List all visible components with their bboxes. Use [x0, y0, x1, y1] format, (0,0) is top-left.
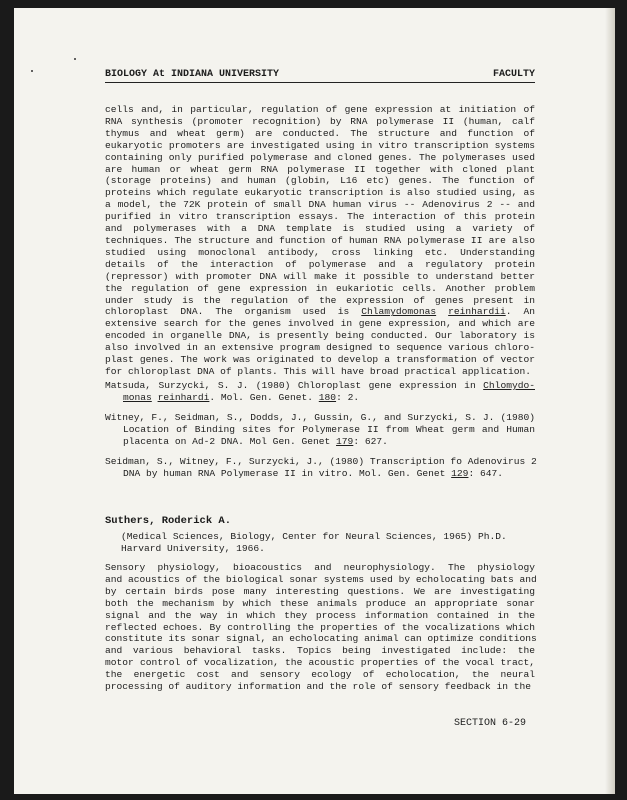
- text-line: purified in vitro transcription essays. The interaction of this protein: [105, 211, 535, 223]
- text-line: Witney, F., Seidman, S., Dodds, J., Gussin, G., and Surzycki, S. J. (1980): [105, 412, 535, 423]
- text-line: are human or wheat germ RNA polymerase II together with cloned plant: [105, 163, 535, 175]
- text-line: by certain birds pose many interesting questions. We are investigating: [105, 585, 535, 597]
- text-line: techniques. The structure and function of human RNA polymerase II are also: [105, 234, 535, 246]
- faculty-name: Suthers, Roderick A.: [105, 515, 232, 527]
- underlined-text: reinhardii: [448, 306, 506, 318]
- text-line: thymus and wheat germ) are conducted. The structure and function of: [105, 127, 535, 139]
- text-line: (storage proteins) and human (globin, L16 etc) genes. The function of: [105, 175, 535, 187]
- text-line: constitute its sonar signal, an echolocating animal can optimize conditions: [105, 633, 537, 645]
- text-line: the regulation of gene expression in eukariotic cells. Another problem: [105, 282, 535, 294]
- research-paragraph-suthers: [105, 562, 535, 693]
- text-line: placenta on Ad-2 DNA. Mol Gen. Genet 179: 627.: [123, 435, 388, 447]
- speck: [31, 70, 33, 72]
- text-line: for chloroplast DNA of plants. This will have broad practical application.: [105, 365, 532, 377]
- reference-3: [105, 456, 535, 480]
- text-line: containing only purified polymerase and cloned genes. The polymerases used: [105, 151, 535, 163]
- section-number: SECTION 6-29: [454, 718, 527, 729]
- text-line: processing of auditory information and the role of sensory feedback in the: [105, 681, 532, 693]
- text-line: Location of Binding sites for Polymerase II from Wheat germ and Human: [123, 423, 535, 435]
- text-line: plast genes. The work was originated to develop a transformation of vector: [105, 354, 535, 366]
- underlined-text: reinhardi: [157, 391, 210, 403]
- underlined-text: Chlomydo-: [483, 380, 535, 391]
- document-page: [14, 8, 615, 794]
- faculty-affiliation: [121, 531, 507, 555]
- text-line: cells and, in particular, regulation of gene expression at initiation of: [105, 104, 535, 115]
- underlined-text: 180: [318, 391, 337, 403]
- text-line: Sensory physiology, bioacoustics and neurophysiology. The physiology: [105, 562, 535, 573]
- underlined-text: 129: [451, 467, 469, 479]
- text-line: reflected echoes. By controlling the properties of the vocalizations which: [105, 621, 535, 633]
- text-line: motor control of vocalization, the acoustic properties of the vocal tract,: [105, 657, 535, 669]
- text-line: signal and the way in which they process information contained in the: [105, 609, 535, 621]
- header-right: FACULTY: [492, 69, 535, 80]
- reference-2: [105, 412, 535, 448]
- text-line: DNA by human RNA Polymerase II in vitro. Mol. Gen. Genet 129: 647.: [123, 467, 503, 479]
- text-line: proteins which regulate eukaryotic transcription is also studied using, as: [105, 187, 535, 199]
- underlined-text: Chlamydomonas: [361, 306, 437, 318]
- text-line: Seidman, S., Witney, F., Surzycki, J., (1980) Transcription fo Adenovirus 2: [105, 456, 537, 467]
- text-line: eukaryotic promoters are investigated using in vitro transcription systems: [105, 139, 535, 151]
- text-line: a model, the 72K protein of small DNA human virus -- Adenovirus 2 -- and: [105, 199, 535, 211]
- text-line: encoded in organelle DNA, is presently being conducted. Our laboratory is: [105, 330, 535, 342]
- text-line: both the mechanism by which these animals produce an appropriate sonar: [105, 597, 535, 609]
- text-line: extensive search for the genes involved in gene expression, and which are: [105, 318, 535, 330]
- text-line: Matsuda, Surzycki, S. J. (1980) Chloroplast gene expression in Chlomydo-: [105, 380, 535, 391]
- text-line: also involved in an extensive program designed to sequence various chloro-: [105, 342, 535, 354]
- text-line: the energetic cost and sensory ecology of echolocation, the neural: [105, 669, 535, 681]
- underlined-text: 179: [336, 435, 354, 447]
- text-line: and acoustics of the biological sonar systems used by echolocating bats and: [105, 573, 537, 585]
- text-line: monas reinhardi. Mol. Gen. Genet. 180: 2.: [123, 391, 360, 403]
- speck: [74, 58, 76, 60]
- running-header: [105, 68, 535, 83]
- affiliation-line-1: (Medical Sciences, Biology, Center for Neural Sciences, 1965) Ph.D.: [121, 531, 507, 542]
- page-edge: [605, 8, 615, 794]
- header-left: BIOLOGY At INDIANA UNIVERSITY: [105, 69, 280, 80]
- text-line: (repressor) with promoter DNA will make it possible to understand better: [105, 270, 535, 282]
- underlined-text: monas: [123, 391, 152, 403]
- text-line: chloroplast DNA. The organism used is Chlamydomonas reinhardii. An: [105, 306, 535, 318]
- affiliation-line-2: Harvard University, 1966.: [121, 543, 265, 554]
- text-line: studied using monoclonal antibody, cross linking etc. Understanding: [105, 246, 535, 258]
- text-line: details of the interaction of polymerase and a regulatory protein: [105, 258, 535, 270]
- text-line: and polymerases with a DNA template is studied using a variety of: [105, 223, 535, 235]
- text-line: and various behavioral tasks. Topics being investigated include: the: [105, 645, 535, 657]
- reference-1: [105, 380, 535, 404]
- text-line: RNA synthesis (promoter recognition) by RNA polymerase II (human, calf: [105, 115, 535, 127]
- research-paragraph-surzycki: [105, 104, 535, 378]
- text-line: under study is the regulation of the expression of genes present in: [105, 294, 535, 306]
